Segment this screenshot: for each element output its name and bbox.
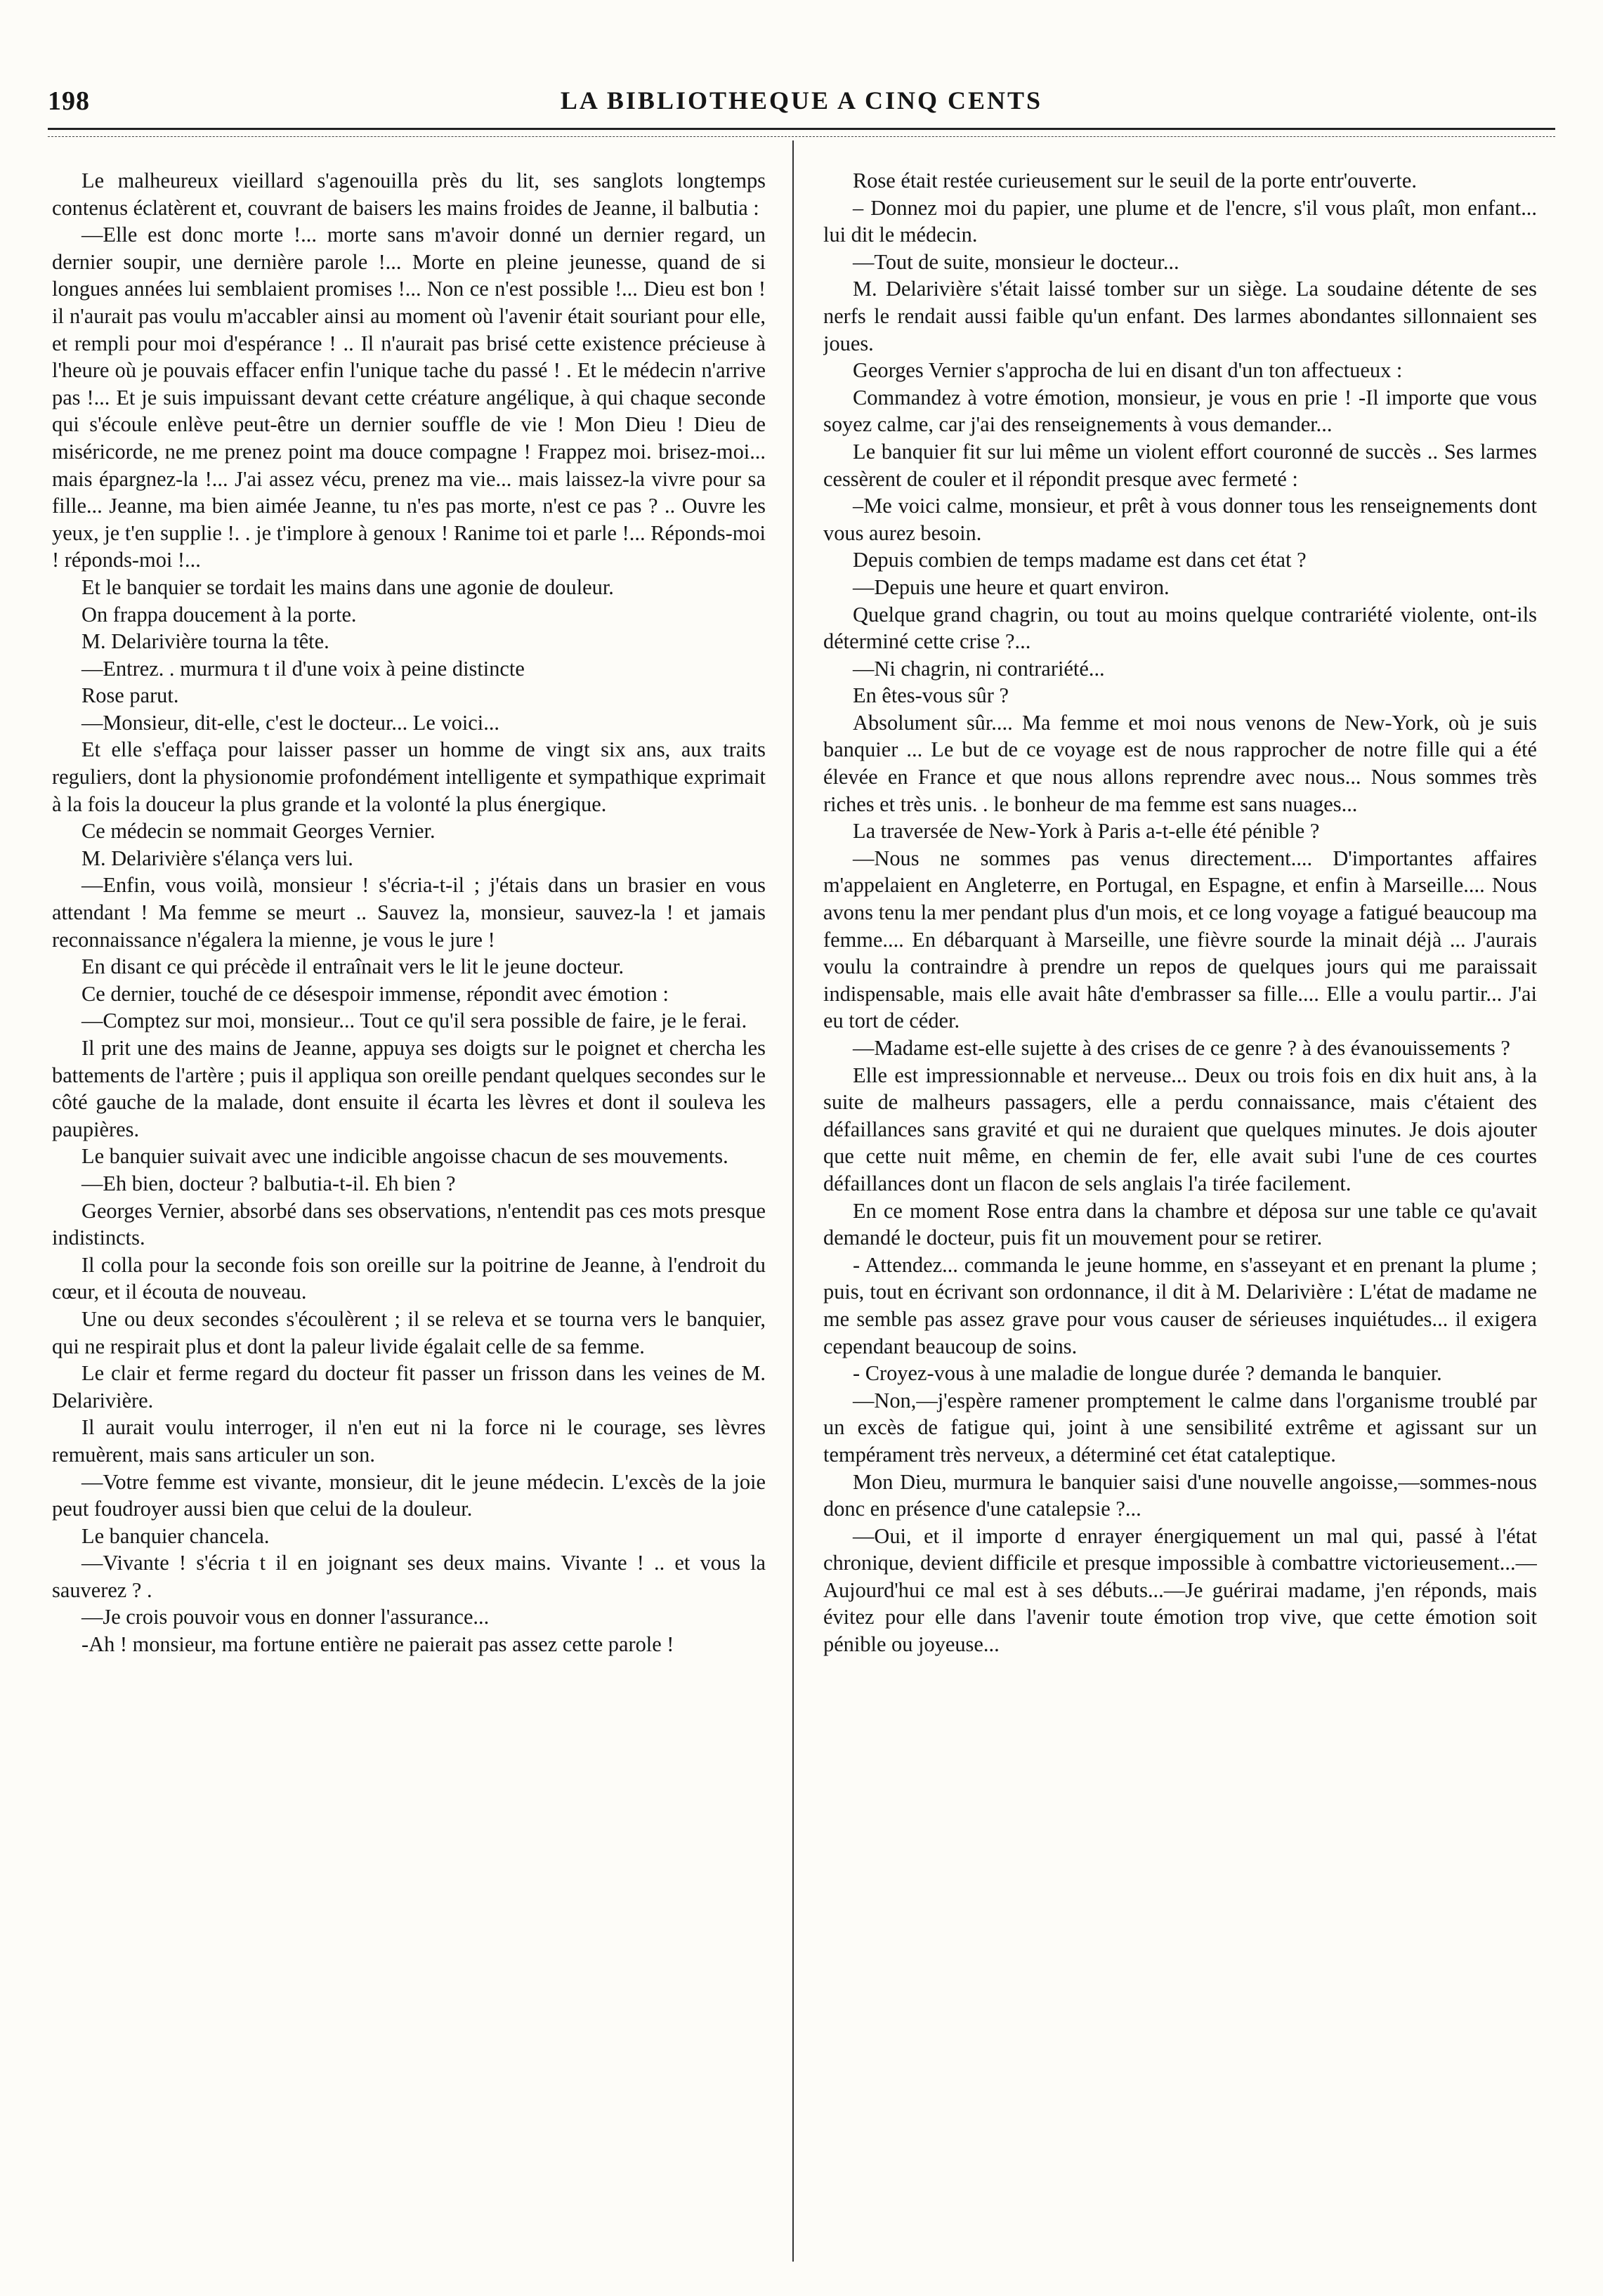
paragraph: —Eh bien, docteur ? balbutia-t-il. Eh bien ? xyxy=(81,1171,456,1195)
paragraph: Rose était restée curieusement sur le seuil de la porte entr'ouverte. xyxy=(853,169,1417,192)
paragraph: Et elle s'effaça pour laisser passer un homme de vingt six ans, aux traits reguliers, dont la physionomie profondément intelligente et sympathique exprimait à la fois la douceur la plus grande et la volonté la plus énergique. xyxy=(52,737,766,816)
paragraph: —Elle est donc morte !... morte sans m'avoir donné un dernier regard, un dernier soupir, une dernière parole !... Morte en pleine jeunesse, quand de si longues années lui semblaient promises !... Non ce n'est possible !... Dieu est bon ! il n'aurait pas voulu m'accabler ainsi au moment où l'avenir était souriant pour elle, et rempli pour moi d'espérance ! .. Il n'aurait pas brisé cette existence précieuse à l'heure où je pouvais effacer enfin l'unique tache du passé ! . Et le médecin n'arrive pas !... Et je suis impuissant devant cette créature angélique, à qui chaque seconde qui s'écoule enlève peut-être un dernier souffle de vie ! Mon Dieu ! Dieu de miséricorde, ne me prenez point ma douce compagne ! Frappez moi. brisez-moi... mais épargnez-la !... J'ai assez vécu, prenez ma vie... mais laissez-la vivre pour sa fille... Jeanne, ma bien aimée Jeanne, tu n'es pas morte, n'est ce pas ? .. Ouvre les yeux, je t'en supplie !. . je t'implore à genoux ! Ranime toi et parle !... Réponds-moi ! réponds-moi !... xyxy=(52,223,766,572)
paragraph: Mon Dieu, murmura le banquier saisi d'une nouvelle angoisse,—sommes-nous donc en présence d'une catalepsie ?... xyxy=(823,1469,1537,1521)
paragraph: Le banquier suivait avec une indicible angoisse chacun de ses mouvements. xyxy=(81,1144,728,1169)
paragraph: -Ah ! monsieur, ma fortune entière ne paierait pas assez cette parole ! xyxy=(81,1632,674,1657)
paragraph: Quelque grand chagrin, ou tout au moins quelque contrariété violente, ont-ils déterminé cette crise ?... xyxy=(823,602,1537,654)
paragraph: Absolument sûr.... Ma femme et moi nous venons de New-York, où je suis banquier ... Le but de ce voyage est de nous rapprocher de notre fille qui a été élevée en France et que nous allons reprendre avec nous... Nous sommes très riches et très unis. . le bonheur de ma femme est sans nuages... xyxy=(823,710,1537,816)
paragraph: Ce dernier, touché de ce désespoir immense, répondit avec émotion : xyxy=(81,981,669,1006)
paragraph: La traversée de New-York à Paris a-t-elle été pénible ? xyxy=(853,819,1320,844)
paragraph: En ce moment Rose entra dans la chambre et déposa sur une table ce qu'avait demandé le docteur, puis fit un mouvement pour se retirer. xyxy=(823,1198,1537,1250)
paragraph: Une ou deux secondes s'écoulèrent ; il se releva et se tourna vers le banquier, qui ne respirait plus et dont la paleur livide égalait celle de sa femme. xyxy=(52,1306,766,1358)
page-number: 198 xyxy=(48,86,90,116)
left-column xyxy=(52,167,766,2267)
paragraph: En disant ce qui précède il entraînait vers le lit le jeune docteur. xyxy=(81,955,624,979)
paragraph: —Entrez. . murmura t il d'une voix à peine distincte xyxy=(81,656,525,681)
paragraph: Georges Vernier s'approcha de lui en disant d'un ton affectueux : xyxy=(853,358,1403,383)
paragraph: —Je crois pouvoir vous en donner l'assurance... xyxy=(81,1605,490,1629)
paragraph: —Vivante ! s'écria t il en joignant ses deux mains. Vivante ! .. et vous la sauverez ? . xyxy=(52,1551,766,1602)
paragraph: Georges Vernier, absorbé dans ses observations, n'entendit pas ces mots presque indistincts. xyxy=(52,1198,766,1250)
paragraph: - Attendez... commanda le jeune homme, en s'asseyant et en prenant la plume ; puis, tout en écrivant son ordonnance, il dit à M. Delarivière : L'état de madame ne me semble pas assez grave pour vous causer de sérieuses inquiétudes... il exigera cependant beaucoup de soins. xyxy=(823,1252,1537,1358)
paragraph: Et le banquier se tordait les mains dans une agonie de douleur. xyxy=(81,575,614,599)
paragraph: —Votre femme est vivante, monsieur, dit le jeune médecin. L'excès de la joie peut foudroyer aussi bien que celui de la douleur. xyxy=(52,1469,766,1521)
paragraph: - Croyez-vous à une maladie de longue durée ? demanda le banquier. xyxy=(853,1361,1442,1386)
paragraph: Commandez à votre émotion, monsieur, je vous en prie ! -Il importe que vous soyez calme, car j'ai des renseignements à vous demander... xyxy=(823,385,1537,437)
paragraph: —Comptez sur moi, monsieur... Tout ce qu'il sera possible de faire, je le ferai. xyxy=(81,1009,747,1033)
paragraph: Depuis combien de temps madame est dans cet état ? xyxy=(853,548,1307,572)
paragraph: —Oui, et il importe d enrayer énergiquement un mal qui, passé à l'état chronique, devient difficile et presque impossible à combattre victorieusement...—Aujourd'hui ce mal est à ses débuts...—Je guérirai madame, j'en réponds, mais évitez pour elle dans l'avenir toute émotion trop vive, que cette émotion soit pénible ou joyeuse... xyxy=(823,1523,1537,1657)
paragraph: Elle est impressionnable et nerveuse... Deux ou trois fois en dix huit ans, à la suite de malheurs passagers, elle a perdu connaissance, mais c'étaient des défaillances sans gravité et qui ne duraient que quelques minutes. Je dois ajouter que cette nuit même, en chemin de fer, elle avait subi l'une de ces courtes défaillances dont un flacon de sels anglais l'a tirée facilement. xyxy=(823,1063,1537,1195)
paragraph: —Depuis une heure et quart environ. xyxy=(853,575,1170,599)
right-column xyxy=(823,167,1537,2267)
paragraph: —Nous ne sommes pas venus directement.... D'importantes affaires m'appelaient en Angleterre, en Portugal, en Espagne, et enfin à Marseille.... Nous avons tenu la mer pendant plus d'un mois, et ce long voyage a fatigué beaucoup ma femme.... En débarquant à Marseille, une fièvre sourde la minait déjà ... J'aurais voulu la contraindre à prendre un repos de quelques jours qui me paraissait indispensable, mais elle avait hâte d'embrasser sa fille.... Elle a voulu partir... J'ai eu tort de céder. xyxy=(823,846,1537,1033)
paragraph: M. Delarivière s'élança vers lui. xyxy=(81,846,353,870)
paragraph: En êtes-vous sûr ? xyxy=(853,683,1009,708)
paragraph: On frappa doucement à la porte. xyxy=(81,602,357,627)
header-rule xyxy=(48,128,1555,130)
paragraph: Il aurait voulu interroger, il n'en eut ni la force ni le courage, ses lèvres remuèrent, mais sans articuler un son. xyxy=(52,1415,766,1467)
paragraph: Le banquier fit sur lui même un violent effort couronné de succès .. Ses larmes cessèrent de couler et il répondit presque avec fermeté : xyxy=(823,439,1537,491)
paragraph: Le malheureux vieillard s'agenouilla près du lit, ses sanglots longtemps contenus éclatèrent et, couvrant de baisers les mains froides de Jeanne, il balbutia : xyxy=(52,169,766,220)
page-header xyxy=(48,83,1555,125)
paragraph: —Non,—j'espère ramener promptement le calme dans l'organisme troublé par un excès de fatigue qui, joint à une sensibilité extrême et agissant sur un tempérament très nerveux, a déterminé cet état cataleptique. xyxy=(823,1388,1537,1467)
paragraph: M. Delarivière s'était laissé tomber sur un siège. La soudaine détente de ses nerfs le rendait aussi faible qu'un enfant. Des larmes abondantes sillonnaient ses joues. xyxy=(823,277,1537,355)
paragraph: Le clair et ferme regard du docteur fit passer un frisson dans les veines de M. Delarivière. xyxy=(52,1361,766,1412)
paragraph: Il prit une des mains de Jeanne, appuya ses doigts sur le poignet et chercha les battements de l'artère ; puis il appliqua son oreille pendant quelques secondes sur le côté gauche de la malade, dont ensuite il écarta les lèvres et dont il souleva les paupières. xyxy=(52,1036,766,1141)
paragraph: —Monsieur, dit-elle, c'est le docteur... Le voici... xyxy=(81,710,500,735)
paragraph: Rose parut. xyxy=(81,683,179,708)
paragraph: —Tout de suite, monsieur le docteur... xyxy=(853,249,1179,274)
paragraph: – Donnez moi du papier, une plume et de l'encre, s'il vous plaît, mon enfant... lui dit le médecin. xyxy=(823,195,1537,247)
paragraph: Il colla pour la seconde fois son oreille sur la poitrine de Jeanne, à l'endroit du cœur, et il écouta de nouveau. xyxy=(52,1252,766,1304)
paragraph: Ce médecin se nommait Georges Vernier. xyxy=(81,819,436,844)
paragraph: —Madame est-elle sujette à des crises de ce genre ? à des évanouissements ? xyxy=(853,1036,1510,1060)
paragraph: —Ni chagrin, ni contrariété... xyxy=(853,656,1105,681)
column-divider xyxy=(792,140,794,2262)
paragraph: –Me voici calme, monsieur, et prêt à vous donner tous les renseignements dont vous aurez besoin. xyxy=(823,494,1537,545)
header-rule-dashed xyxy=(48,136,1555,137)
running-title: LA BIBLIOTHEQUE A CINQ CENTS xyxy=(560,86,1043,114)
paragraph: —Enfin, vous voilà, monsieur ! s'écria-t-il ; j'étais dans un brasier en vous attendant ! Ma femme se meurt .. Sauvez la, monsieur, sauvez-la ! et jamais reconnaissance n'égalera la mienne, je vous le jure ! xyxy=(52,873,766,952)
paragraph: Le banquier chancela. xyxy=(81,1523,270,1548)
paragraph: M. Delarivière tourna la tête. xyxy=(81,629,329,654)
